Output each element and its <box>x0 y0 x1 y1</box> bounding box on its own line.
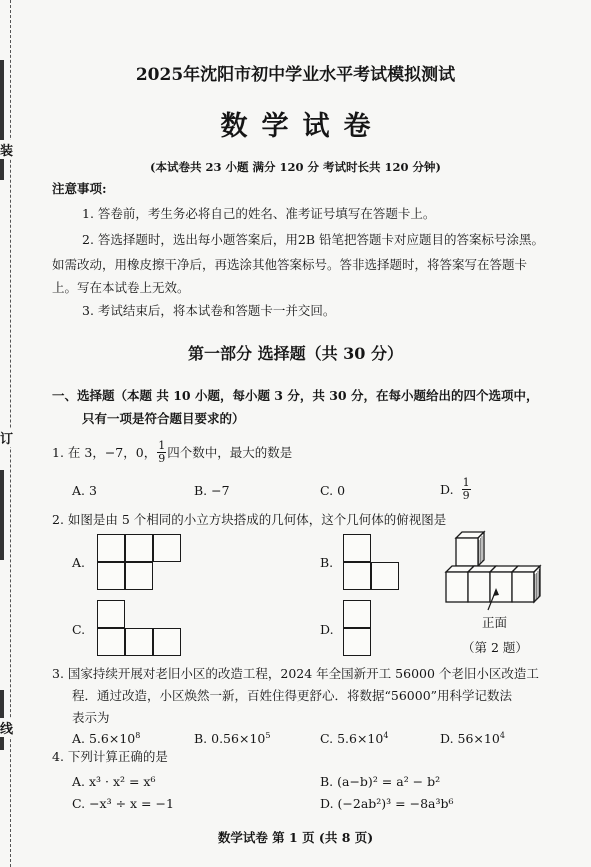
q2-option-a-label: A. <box>72 555 86 570</box>
fraction-numerator: 1 <box>462 476 470 489</box>
q3-option-b-base: B. 0.56×10 <box>194 731 266 747</box>
front-label: 正面 <box>482 615 508 630</box>
fraction-numerator: 1 <box>158 439 166 452</box>
figure-caption: （第 2 题） <box>462 640 528 655</box>
q3-option-d-exp: 4 <box>499 731 505 740</box>
square <box>343 600 371 628</box>
part-one-title: 第一部分 选择题（共 30 分） <box>188 344 403 363</box>
exam-title: 2025年沈阳市初中学业水平考试模拟测试 <box>135 65 456 85</box>
q1-suffix: 四个数中，最大的数是 <box>167 444 293 460</box>
binding-char-xian: 线 <box>0 718 13 737</box>
notice-item: 上。写在本试卷上无效。 <box>52 280 190 295</box>
square <box>153 628 181 656</box>
square <box>97 600 125 628</box>
notice-item: 3. 考试结束后，将本试卷和答题卡一并交回。 <box>82 303 336 318</box>
square <box>371 562 399 590</box>
q1-prefix: 1. 在 3，−7，0， <box>52 444 157 460</box>
binding-char-zhuang: 装 <box>0 140 13 159</box>
notice-title: 注意事项: <box>52 181 107 196</box>
q4-option-a: A. x³ · x² = x⁶ <box>72 774 156 789</box>
square <box>125 562 153 590</box>
q2-option-d-figure <box>343 600 377 660</box>
question-2: 2. 如图是由 5 个相同的小立方块搭成的几何体，这个几何体的俯视图是 <box>52 512 447 527</box>
q3-option-a-base: A. 5.6×10 <box>72 731 136 747</box>
square <box>125 534 153 562</box>
fraction-denominator: 9 <box>462 489 470 502</box>
section-instructions-cont: 只有一项是符合题目要求的） <box>82 411 245 426</box>
question-4: 4. 下列计算正确的是 <box>52 749 168 764</box>
subject-title: 数学试卷 <box>220 111 385 142</box>
notice-item: 1. 答卷前，考生务必将自己的姓名、准考证号填写在答题卡上。 <box>82 206 436 221</box>
binding-char-ding: 订 <box>0 428 13 447</box>
q3-option-d <box>440 731 505 746</box>
q1-option-d <box>440 477 472 502</box>
fraction <box>157 440 166 465</box>
q3-option-d-base: D. 56×10 <box>440 731 500 747</box>
q3-option-b <box>194 731 270 746</box>
q2-option-a-figure <box>97 534 187 594</box>
q2-option-b-figure <box>343 534 405 596</box>
q2-option-b-label: B. <box>320 555 334 570</box>
q2-option-c-label: C. <box>72 622 86 637</box>
q2-option-c-figure <box>97 600 187 660</box>
fraction-denominator: 9 <box>158 452 166 465</box>
question-3: 3. 国家持续开展对老旧小区的改造工程，2024 年全国新开工 56000 个老旧小区改造工 <box>52 666 539 681</box>
q1-option-c: C. 0 <box>320 483 346 498</box>
q4-option-b: B. (a−b)² = a² − b² <box>320 774 441 789</box>
section-instructions: 一、选择题（本题 共 10 小题，每小题 3 分，共 30 分，在每小题给出的四个选项中， <box>52 388 539 403</box>
stacked-cube <box>456 532 484 566</box>
square <box>153 534 181 562</box>
q4-option-c: C. −x³ ÷ x = −1 <box>72 796 174 811</box>
q3-option-c-base: C. 5.6×10 <box>320 731 384 747</box>
q2-option-d-label: D. <box>320 622 334 637</box>
notice-item: 如需改动，用橡皮擦干净后，再选涂其他答案标号。答非选择题时，将答案写在答题卡 <box>52 257 528 272</box>
square <box>97 562 125 590</box>
q1-option-a: A. 3 <box>72 483 97 498</box>
q3-option-b-exp: 5 <box>265 731 271 740</box>
square <box>97 628 125 656</box>
square <box>97 534 125 562</box>
square <box>343 534 371 562</box>
q4-option-d: D. (−2ab²)³ = −8a³b⁶ <box>320 796 454 811</box>
binding-bar <box>0 470 4 560</box>
fraction <box>462 477 471 502</box>
q1-option-d-label: D. <box>440 482 454 497</box>
q3-option-a-exp: 8 <box>135 731 141 740</box>
q1-option-b: B. −7 <box>194 483 230 498</box>
square <box>343 562 371 590</box>
page-footer: 数学试卷 第 1 页 (共 8 页) <box>217 830 374 845</box>
square <box>125 628 153 656</box>
q3-option-c <box>320 731 388 746</box>
q3-option-a <box>72 731 140 746</box>
notice-item: 2. 答选择题时，选出每小题答案后，用2B 铅笔把答题卡对应题目的答案标号涂黑。 <box>82 232 545 247</box>
question-3-cont: 表示为 <box>72 710 110 725</box>
q3-option-c-exp: 4 <box>383 731 389 740</box>
question-3-cont: 程．通过改造，小区焕然一新，百姓住得更舒心．将数据“56000”用科学记数法 <box>72 688 513 703</box>
exam-info: (本试卷共 23 小题 满分 120 分 考试时长共 120 分钟) <box>150 160 441 174</box>
square <box>343 628 371 656</box>
question-1 <box>52 440 292 465</box>
